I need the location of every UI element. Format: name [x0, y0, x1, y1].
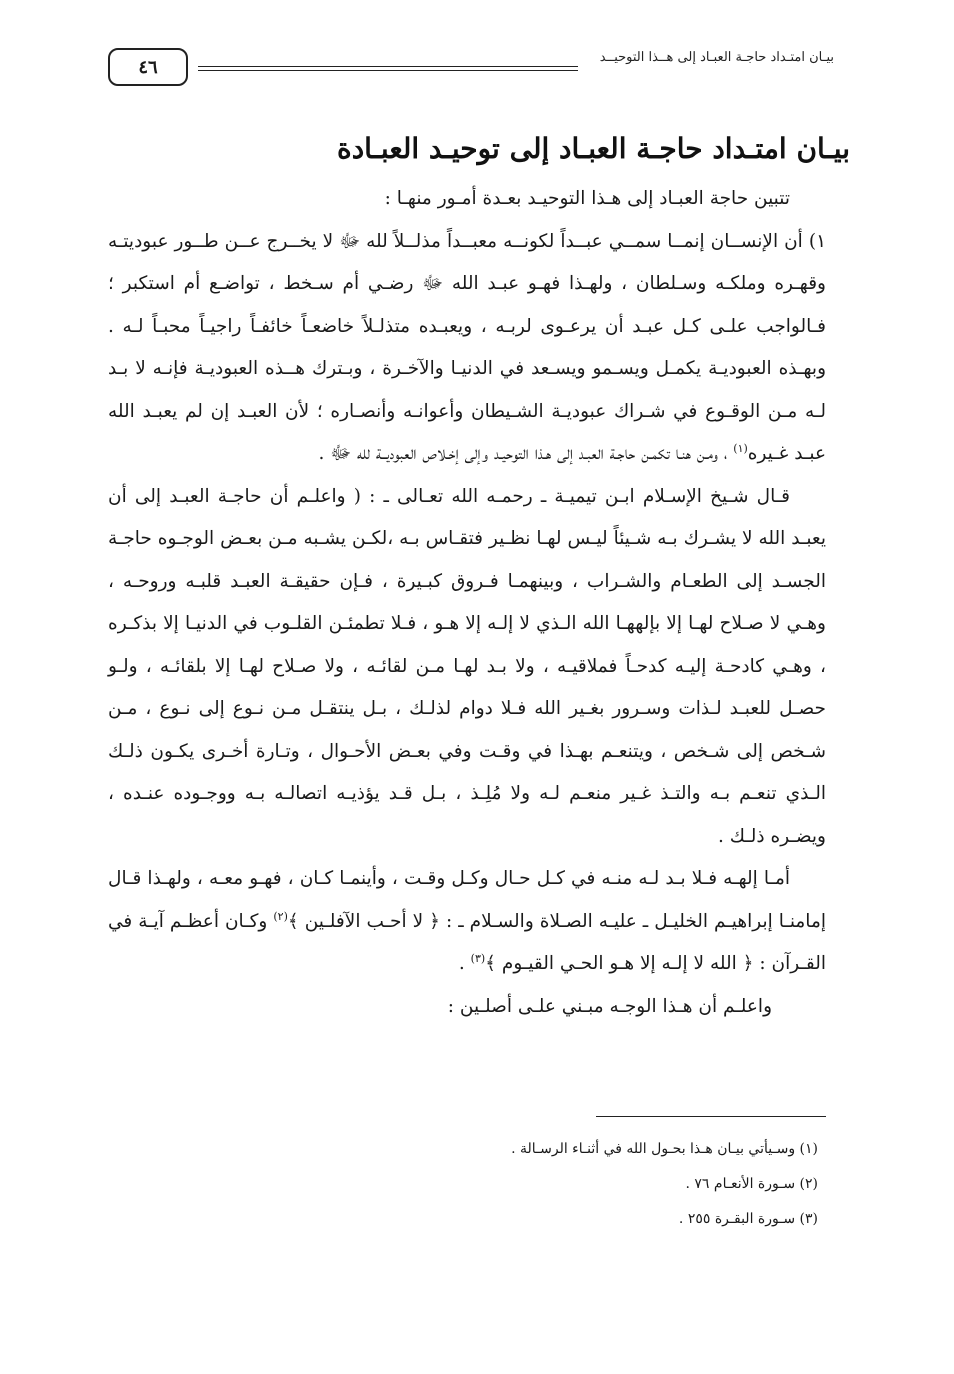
footnote-1: (١) وسـيأتي بيـان هـذا بحـول الله في أثنـاء الرسـالة .: [511, 1141, 818, 1157]
footnote-ref-2[interactable]: (٢): [273, 909, 288, 923]
paragraph-1-cont: ، ومـن هنـا تكمـن حاجـة العبـد إلى هـذا التوحيـد وإلى إخـلاص العبوديــة لله ﷻ .: [318, 443, 728, 464]
footnote-ref-3[interactable]: (٣): [470, 951, 486, 965]
footnotes: [118, 1132, 818, 1237]
page-number: ٤٦: [108, 48, 188, 86]
main-text: [108, 178, 826, 1028]
footnote-3: (٣) سـورة البقـرة ٢٥٥ .: [678, 1211, 818, 1227]
header-rule: [198, 66, 578, 71]
paragraph-god: [108, 858, 826, 986]
section-heading: بيـان امتـداد حاجـة العبـاد إلى توحيـد العبـادة: [337, 132, 850, 165]
quote-paragraph: قـال شـيخ الإسـلام ابـن تيميـة ـ رحمـه الله تعـالى ـ : ( واعلـم أن حاجـة العبـد إلى أن يعبـد الله لا يشـرك بـه شـيئاً ليـس لهـا نظـير فتقـاس بـه ،لكـن يشـبه مـن بعـض الوجـوه حاجـة الجسـد إلى الطعـام والشـراب ، وبينهمـا فـروق كبـيرة ، فـإن حقيقـة العبـد قلبـه وروحـه ، وهـي لا صـلاح لهـا إلا بإلههـا الله الـذي لا إلـه إلا هـو ، فـلا تطمئـن القلـوب في الدنيـا إلا بذكـره ، وهـي كادحـة إليـه كدحـاً فملاقيـه ، ولا بـد لهـا مـن لقائـه ، ولا صـلاح لهـا إلا بلقائـه ، ولـو حصـل للعبـد لـذات وسـرور بغـير الله فـلا دوام لذلـك ، بـل ينتقـل مـن نـوع إلى نـوع ، مـن شـخص إلى شـخص ، ويتنعـم بهـذا في وقـت وفي بعـض الأحـوال ، وتـارة أخـرى يكـون ذلـك الـذي تنعـم بـه والتـذ غـير منعـم لـه ولا مُلِـذ ، بـل قـد يؤذيـه اتصالـه بـه ووجـوده عنـده ، ويضـره ذلـك .: [108, 485, 826, 847]
intro-paragraph: تتبين حاجة العبـاد إلى هـذا التوحيـد بعـدة أمـور منهـا :: [384, 188, 790, 209]
paragraph-god-end: .: [458, 953, 465, 974]
closing-paragraph: واعلـم أن هـذا الوجـه مبـني علـى أصلـين :: [447, 995, 772, 1017]
footnote-divider: [596, 1116, 826, 1117]
paragraph-god-cont: وكـان أعظـم آيـة في القـرآن : ﴿ الله لا إلـه إلا هـو الحـي القيـوم ﴾: [108, 910, 826, 974]
paragraph-1: [108, 221, 826, 476]
paragraph-1-text: ١) أن الإنســان إنمــا سمــي عبــداً لكونــه معبــداً مذلــلاً لله ﷻ لا يخــرج عــن طــور عبوديتـه وقهـره وملكـه وسـلطان ، ولهـذا فهـو عبـد الله ﷻ رضـي أم سـخط ، تواضـع أم استكبر ؛ فـالواجب علـى كـل عبـد أن يرعـوى لربـه ، ويعبـده متذلـلاً خاضعـاً خائفـاً راجيـاً محبـاً لـه . وبهـذه العبوديـة يكمـل ويسـمو ويسـعد في الدنيـا والآخـرة ، وبـترك هــذه العبوديـة فإنـه لا بـد لـه مـن الوقـوع في شـراك عبوديـة الشـيطان وأعوانـه وأنصـاره ؛ لأن العبـد إن لم يعبـد الله عبـد غـيره: [108, 230, 826, 464]
footnote-ref-1[interactable]: (١): [733, 441, 748, 455]
running-title: بيـان امتـداد حاجـة العبـاد إلى هــذا التوحيــد: [599, 50, 834, 65]
paragraph-god-text: أمـا إلهـه فـلا بـد لـه منـه في كـل حـال وكـل وقـت ، وأينمـا كـان ، فهـو معـه ، ولهـذا قـال إمامنـا إبراهيـم الخليـل ـ عليـه الصـلاة والسـلام ـ : ﴿ لا أحـب الآفلـين ﴾: [108, 868, 826, 932]
footnote-2: (٢) سـورة الأنعـام ٧٦ .: [685, 1176, 818, 1192]
